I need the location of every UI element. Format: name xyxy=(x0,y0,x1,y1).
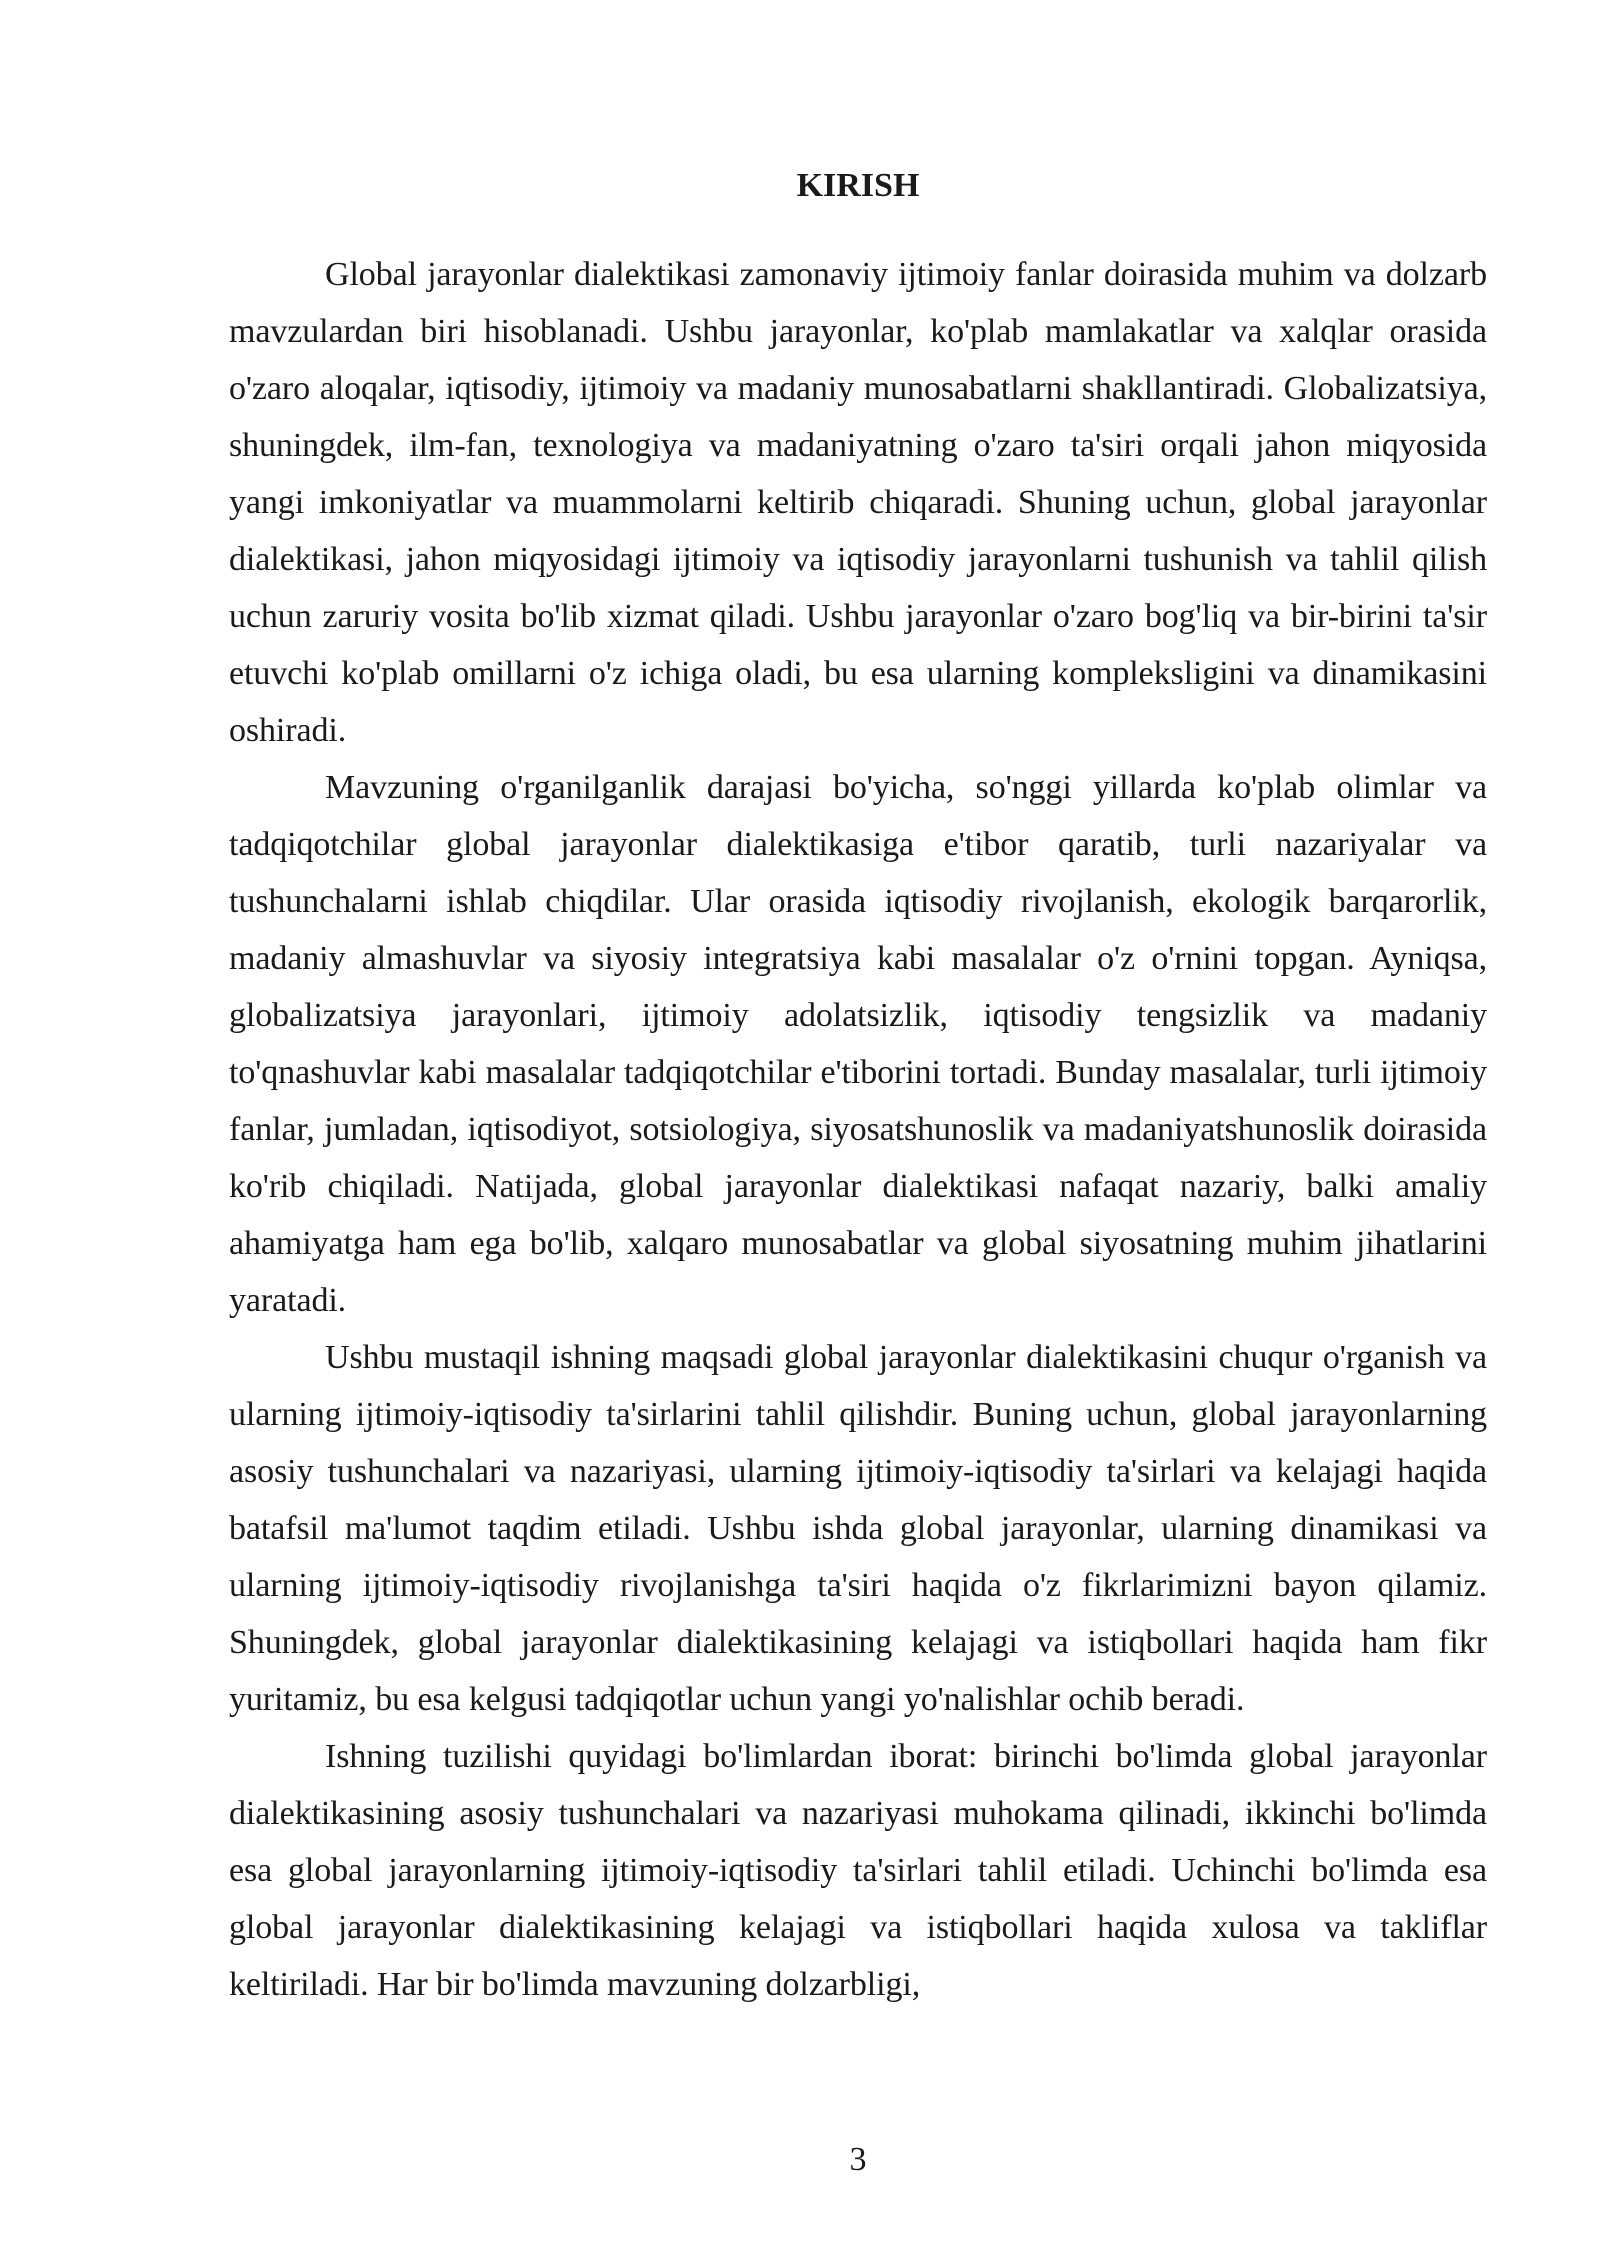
paragraph-structure: Ishning tuzilishi quyidagi bo'limlardan iborat: birinchi bo'limda global jarayonlar dialektikasining asosiy tushunchalari va nazariyasi muhokama qilinadi, ikkinchi bo'limda esa global jarayonlarning ijtimoiy-iqtisodiy ta'sirlari tahlil etiladi. Uchinchi bo'limda esa global jarayonlar dialektikasining kelajagi va istiqbollari haqida xulosa va takliflar keltiriladi. Har bir bo'limda mavzuning dolzarbligi, xyxy=(229,1738,1487,2003)
body-text xyxy=(229,246,1487,2013)
page-title: KIRISH xyxy=(796,167,920,204)
paragraph-intro: Global jarayonlar dialektikasi zamonaviy ijtimoiy fanlar doirasida muhim va dolzarb mavzulardan biri hisoblanadi. Ushbu jarayonlar, ko'plab mamlakatlar va xalqlar orasida o'zaro aloqalar, iqtisodiy, ijtimoiy va madaniy munosabatlarni shakllantiradi. Globalizatsiya, shuningdek, ilm-fan, texnologiya va madaniyatning o'zaro ta'siri orqali jahon miqyosida yangi imkoniyatlar va muammolarni keltirib chiqaradi. Shuning uchun, global jarayonlar dialektikasi, jahon miqyosidagi ijtimoiy va iqtisodiy jarayonlarni tushunish va tahlil qilish uchun zaruriy vosita bo'lib xizmat qiladi. Ushbu jarayonlar o'zaro bog'liq va bir-birini ta'sir etuvchi ko'plab omillarni o'z ichiga oladi, bu esa ularning kompleksligini va dinamikasini oshiradi. xyxy=(229,256,1487,749)
page-number: 3 xyxy=(849,2141,867,2178)
paragraph-purpose: Ushbu mustaqil ishning maqsadi global jarayonlar dialektikasini chuqur o'rganish va ularning ijtimoiy-iqtisodiy ta'sirlarini tahlil qilishdir. Buning uchun, global jarayonlarning asosiy tushunchalari va nazariyasi, ularning ijtimoiy-iqtisodiy ta'sirlari va kelajagi haqida batafsil ma'lumot taqdim etiladi. Ushbu ishda global jarayonlar, ularning dinamikasi va ularning ijtimoiy-iqtisodiy rivojlanishga ta'siri haqida o'z fikrlarimizni bayon qilamiz. Shuningdek, global jarayonlar dialektikasining kelajagi va istiqbollari haqida ham fikr yuritamiz, bu esa kelgusi tadqiqotlar uchun yangi yo'nalishlar ochib beradi. xyxy=(229,1339,1487,1718)
paragraph-study-level: Mavzuning o'rganilganlik darajasi bo'yicha, so'nggi yillarda ko'plab olimlar va tadqiqotchilar global jarayonlar dialektikasiga e'tibor qaratib, turli nazariyalar va tushunchalarni ishlab chiqdilar. Ular orasida iqtisodiy rivojlanish, ekologik barqarorlik, madaniy almashuvlar va siyosiy integratsiya kabi masalalar o'z o'rnini topgan. Ayniqsa, globalizatsiya jarayonlari, ijtimoiy adolatsizlik, iqtisodiy tengsizlik va madaniy to'qnashuvlar kabi masalalar tadqiqotchilar e'tiborini tortadi. Bunday masalalar, turli ijtimoiy fanlar, jumladan, iqtisodiyot, sotsiologiya, siyosatshunoslik va madaniyatshunoslik doirasida ko'rib chiqiladi. Natijada, global jarayonlar dialektikasi nafaqat nazariy, balki amaliy ahamiyatga ham ega bo'lib, xalqaro munosabatlar va global siyosatning muhim jihatlarini yaratadi. xyxy=(229,769,1487,1319)
